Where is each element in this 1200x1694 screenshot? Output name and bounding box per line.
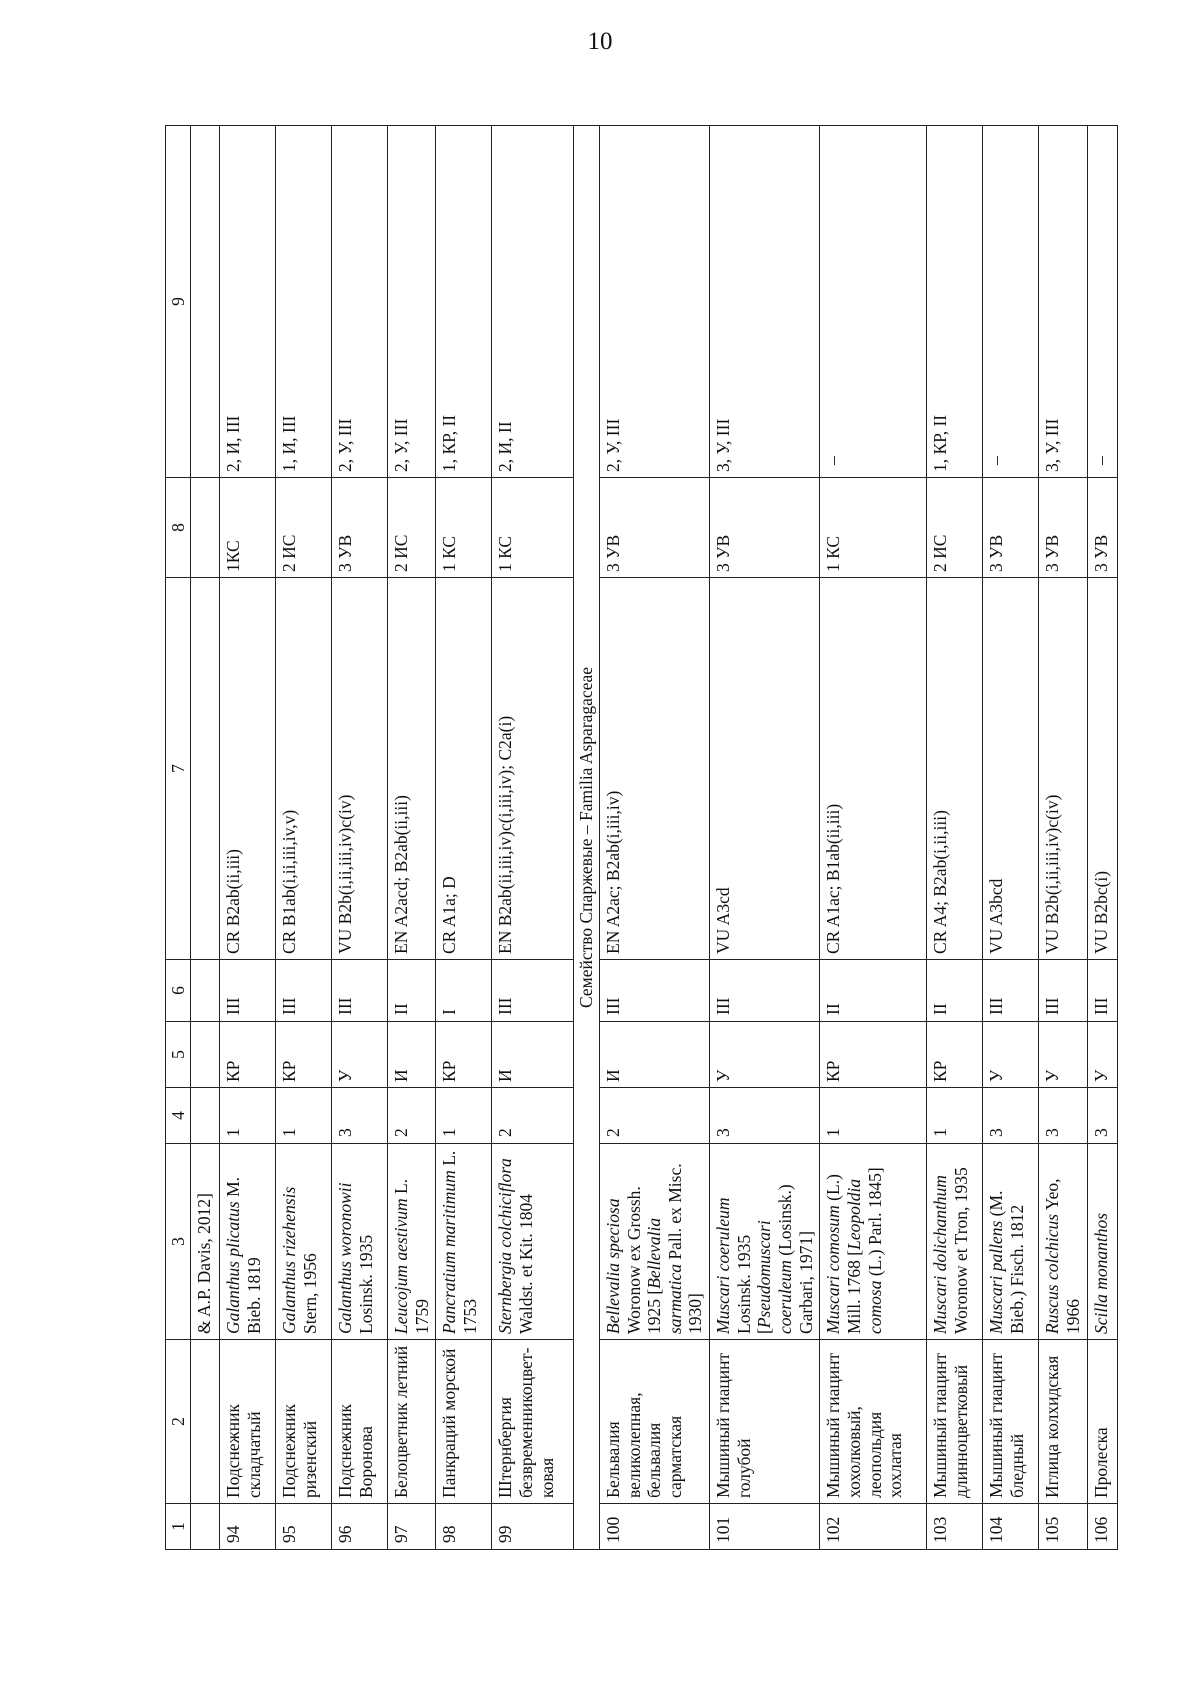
iucn-criteria: VU B2bc(i) <box>1087 578 1117 960</box>
latin-name: Bellevalia speciosa <box>602 1198 623 1334</box>
russian-name: Панкраций морской <box>436 1340 492 1504</box>
russian-name: Мышиный гиацинт бледный <box>983 1340 1039 1504</box>
latin-name-cell <box>1087 1144 1117 1340</box>
table-row <box>599 126 709 1550</box>
latin-name: Muscari pallens <box>986 1220 1007 1334</box>
latin-name: Muscari coeruleum <box>713 1197 734 1334</box>
col-4-value: 3 <box>1087 1088 1117 1144</box>
russian-name: Мышиный гиацинт длинноцветковый <box>927 1340 983 1504</box>
header-col-7: 7 <box>166 578 191 960</box>
iucn-criteria: VU B2b(i,ii,iii,iv)c(iv) <box>332 578 388 960</box>
col-5-status: И <box>492 1022 574 1088</box>
russian-name: Белоцветник летний <box>388 1340 436 1504</box>
latin-name-cell <box>983 1144 1039 1340</box>
latin-name-cell <box>436 1144 492 1340</box>
col-6-value: II <box>820 960 927 1022</box>
header-col-9: 9 <box>166 126 191 478</box>
table-row <box>276 126 332 1550</box>
russian-name: Подснежник складчатый <box>220 1340 276 1504</box>
author: (L.) Mill. 1768 <box>823 1174 864 1334</box>
col-9-value: 2, И, II <box>492 126 574 478</box>
col-8-value: 2 ИС <box>927 478 983 578</box>
row-number: 98 <box>436 1504 492 1550</box>
latin-name-cell: Muscari comosum (L.) Mill. 1768 [Leopoldia comosa (L.) Parl. 1845] <box>820 1144 927 1340</box>
russian-name: Пролеска <box>1087 1340 1117 1504</box>
col-9-value: 3, У, III <box>710 126 820 478</box>
row-number: 95 <box>276 1504 332 1550</box>
author: M. Bieb. 1819 <box>223 1176 264 1334</box>
author: (M. Bieb.) Fisch. 1812 <box>986 1190 1027 1334</box>
col-4-value: 3 <box>1039 1088 1087 1144</box>
continuation-text: & A.P. Davis, 2012] <box>191 1144 220 1340</box>
latin-name: Leucojum aestivum <box>391 1198 411 1334</box>
col-4-value: 3 <box>983 1088 1039 1144</box>
col-9-value: 2, У, III <box>332 126 388 478</box>
col-6-value: III <box>492 960 574 1022</box>
russian-name: Иглица колхидская <box>1039 1340 1087 1504</box>
col-9-value: 1, И, III <box>276 126 332 478</box>
synonym-latin-name: Pseudomuscari coeruleum <box>754 1220 796 1334</box>
latin-name-cell <box>332 1144 388 1340</box>
header-col-6: 6 <box>166 960 191 1022</box>
col-6-value: III <box>332 960 388 1022</box>
col-4-value: 1 <box>220 1088 276 1144</box>
synonym-author: (L.) Parl. 1845] <box>864 1167 885 1277</box>
russian-name: Подснежник Воронова <box>332 1340 388 1504</box>
row-number: 101 <box>710 1504 820 1550</box>
col-6-value: III <box>983 960 1039 1022</box>
table-row <box>1039 126 1087 1550</box>
col-8-value: 3 УВ <box>332 478 388 578</box>
col-5-status: КР <box>927 1022 983 1088</box>
col-5-status: КР <box>220 1022 276 1088</box>
col-4-value: 3 <box>710 1088 820 1144</box>
author: L. 1759 <box>391 1178 432 1334</box>
col-6-value: II <box>388 960 436 1022</box>
latin-name-cell <box>276 1144 332 1340</box>
col-9-value: 1, КР, II <box>927 126 983 478</box>
col-8-value: 1 КС <box>492 478 574 578</box>
header-col-5: 5 <box>166 1022 191 1088</box>
iucn-criteria: CR B2ab(ii,iii) <box>220 578 276 960</box>
col-5-status: КР <box>436 1022 492 1088</box>
col-8-value: 1 КС <box>436 478 492 578</box>
col-4-value: 2 <box>492 1088 574 1144</box>
col-8-value: 3 УВ <box>599 478 709 578</box>
iucn-criteria: EN B2ab(ii,iii,iv)c(i,iii,iv); C2a(i) <box>492 578 574 960</box>
col-4-value: 2 <box>599 1088 709 1144</box>
col-5-status: КР <box>276 1022 332 1088</box>
col-8-value: 2 ИС <box>276 478 332 578</box>
col-6-value: III <box>710 960 820 1022</box>
author: Yeo, 1966 <box>1042 1178 1083 1334</box>
latin-name-cell <box>388 1144 436 1340</box>
iucn-criteria: EN A2acd; B2ab(ii,iii) <box>388 578 436 960</box>
col-4-value: 1 <box>276 1088 332 1144</box>
col-9-value: 2, У, III <box>599 126 709 478</box>
table-row <box>983 126 1039 1550</box>
latin-name: Muscari dolichanthum <box>930 1175 951 1334</box>
row-number: 97 <box>388 1504 436 1550</box>
table-row <box>820 126 927 1550</box>
author: Losinsk. 1935 <box>355 1234 376 1334</box>
table-row <box>332 126 388 1550</box>
col-5-status: КР <box>820 1022 927 1088</box>
iucn-criteria: CR A1a; D <box>436 578 492 960</box>
col-4-value: 1 <box>820 1088 927 1144</box>
row-number: 105 <box>1039 1504 1087 1550</box>
synonym-author: (Losinsk.) Garbari, 1971] <box>775 1184 816 1334</box>
iucn-criteria: VU A3cd <box>710 578 820 960</box>
table-row <box>220 126 276 1550</box>
row-number: 94 <box>220 1504 276 1550</box>
iucn-criteria: CR A4; B2ab(i,ii,iii) <box>927 578 983 960</box>
col-8-value: 2 ИС <box>388 478 436 578</box>
header-col-8: 8 <box>166 478 191 578</box>
col-5-status: У <box>983 1022 1039 1088</box>
table-row <box>492 126 574 1550</box>
header-row <box>166 126 191 1550</box>
row-number: 96 <box>332 1504 388 1550</box>
author: L. 1753 <box>439 1150 480 1334</box>
page-number: 10 <box>587 28 613 55</box>
row-number: 106 <box>1087 1504 1117 1550</box>
col-8-value: 3 УВ <box>1039 478 1087 578</box>
family-row <box>574 126 600 1550</box>
col-6-value: III <box>220 960 276 1022</box>
col-9-value: 3, У, III <box>1039 126 1087 478</box>
latin-name: Sternbergia colchiciflora <box>495 1158 516 1334</box>
author: Woronow ex Grossh. 1925 <box>623 1186 665 1334</box>
latin-name-cell <box>927 1144 983 1340</box>
header-col-1: 1 <box>166 1504 191 1550</box>
continuation-row <box>191 126 220 1550</box>
col-6-value: III <box>276 960 332 1022</box>
col-6-value: III <box>599 960 709 1022</box>
russian-name: Бельвалия великолепная, бельвалия сарматская <box>599 1340 709 1504</box>
table-row <box>1087 126 1117 1550</box>
row-number: 100 <box>599 1504 709 1550</box>
latin-name-cell: Bellevalia speciosa Woronow ex Grossh. 1925 [Bellevalia sarmatica Pall. ex Misc. 1930] <box>599 1144 709 1340</box>
latin-name: Scilla monanthos <box>1090 1212 1111 1334</box>
col-9-value: – <box>820 126 927 478</box>
author: Stern, 1956 <box>299 1253 320 1334</box>
row-number: 103 <box>927 1504 983 1550</box>
col-4-value: 3 <box>332 1088 388 1144</box>
row-number: 102 <box>820 1504 927 1550</box>
col-9-value: 1, КР, II <box>436 126 492 478</box>
col-4-value: 2 <box>388 1088 436 1144</box>
header-col-4: 4 <box>166 1088 191 1144</box>
latin-name: Pancratium maritimum <box>439 1170 460 1334</box>
col-5-status: У <box>1087 1022 1117 1088</box>
synonym-author: Pall. ex Misc. 1930] <box>664 1163 706 1334</box>
col-9-value: – <box>983 126 1039 478</box>
table-row <box>927 126 983 1550</box>
col-5-status: У <box>332 1022 388 1088</box>
latin-name: Muscari comosum <box>823 1205 844 1334</box>
table-row <box>388 126 436 1550</box>
latin-name-cell <box>492 1144 574 1340</box>
row-number: 99 <box>492 1504 574 1550</box>
header-col-2: 2 <box>166 1340 191 1504</box>
col-8-value: 1 КС <box>820 478 927 578</box>
col-8-value: 3 УВ <box>983 478 1039 578</box>
latin-name: Galanthus plicatus <box>223 1201 243 1334</box>
col-4-value: 1 <box>927 1088 983 1144</box>
author: Losinsk. 1935 <box>733 1234 754 1334</box>
latin-name-cell <box>1039 1144 1087 1340</box>
russian-name: Штернбергия безвременникоцвет-ковая <box>492 1340 574 1504</box>
table-row <box>436 126 492 1550</box>
russian-name: Мышиный гиацинт голубой <box>710 1340 820 1504</box>
col-8-value: 3 УВ <box>710 478 820 578</box>
col-9-value: 2, У, III <box>388 126 436 478</box>
latin-name-cell: Muscari coeruleum Losinsk. 1935 [Pseudomuscari coeruleum (Losinsk.) Garbari, 1971] <box>710 1144 820 1340</box>
author: Waldst. et Kit. 1804 <box>515 1193 536 1334</box>
iucn-criteria: EN A2ac; B2ab(i,iii,iv) <box>599 578 709 960</box>
col-5-status: И <box>599 1022 709 1088</box>
col-9-value: – <box>1087 126 1117 478</box>
col-8-value: 3 УВ <box>1087 478 1117 578</box>
family-heading: Семейство Спаржевые – Familia Asparagaceae <box>574 126 600 1550</box>
iucn-criteria: CR A1ac; B1ab(ii,iii) <box>820 578 927 960</box>
latin-name: Galanthus woronowii <box>335 1182 355 1334</box>
col-6-value: I <box>436 960 492 1022</box>
col-6-value: III <box>1087 960 1117 1022</box>
row-number: 104 <box>983 1504 1039 1550</box>
synonym-latin-name: Bellevalia sarmatica <box>644 1217 685 1334</box>
latin-name-cell <box>220 1144 276 1340</box>
russian-name: Подснежник ризенский <box>276 1340 332 1504</box>
russian-name: Мышиный гиацинт хохолковый, леопольдия хохлатая <box>820 1340 927 1504</box>
col-9-value: 2, И, III <box>220 126 276 478</box>
iucn-criteria: VU B2b(i,ii,iii,iv)c(iv) <box>1039 578 1087 960</box>
col-6-value: II <box>927 960 983 1022</box>
table-row <box>710 126 820 1550</box>
species-table <box>165 125 1118 1550</box>
rotated-table-container <box>165 126 1111 1550</box>
col-5-status: И <box>388 1022 436 1088</box>
latin-name: Galanthus rizehensis <box>279 1186 299 1334</box>
col-6-value: III <box>1039 960 1087 1022</box>
col-5-status: У <box>710 1022 820 1088</box>
col-4-value: 1 <box>436 1088 492 1144</box>
latin-name: Ruscus colchicus <box>1042 1213 1063 1334</box>
col-5-status: У <box>1039 1022 1087 1088</box>
author: Woronow et Tron, 1935 <box>950 1167 971 1334</box>
iucn-criteria: CR B1ab(i,ii,iii,iv,v) <box>276 578 332 960</box>
header-col-3: 3 <box>166 1144 191 1340</box>
col-8-value: 1КС <box>220 478 276 578</box>
synonym-latin-name: Leopoldia comosa <box>843 1178 885 1334</box>
iucn-criteria: VU A3bcd <box>983 578 1039 960</box>
